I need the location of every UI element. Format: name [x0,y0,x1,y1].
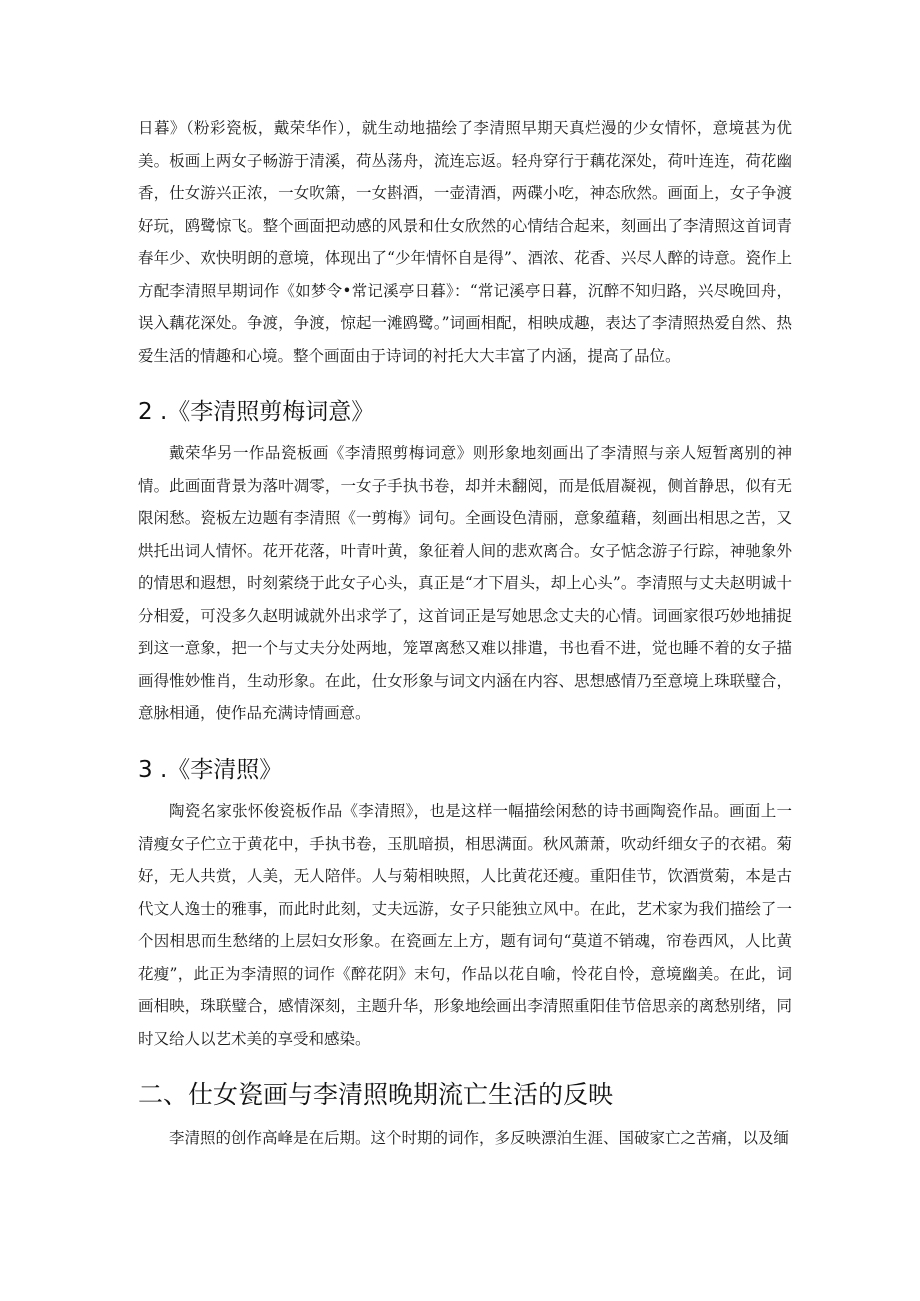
paragraph-jianmei: 戴荣华另一作品瓷板画《李清照剪梅词意》则形象地刻画出了李清照与亲人短暂离别的神情。此画面背景为落叶凋零，一女子手执书卷，却并未翻阅，而是低眉凝视，侧首静思，似有无限闲愁。瓷板左边题有李清照《一剪梅》词句。全画设色清丽，意象蕴藉，刻画出相思之苦，又烘托出词人情怀。花开花落，叶青叶黄，象征着人间的悲欢离合。女子惦念游子行踪，神驰象外的情思和遐想，时刻萦绕于此女子心头，真正是“才下眉头，却上心头”。李清照与丈夫赵明诚十分相爱，可没多久赵明诚就外出求学了，这首词正是写她思念丈夫的心情。词画家很巧妙地捕捉到这一意象，把一个与丈夫分处两地，笼罩离愁又难以排遣，书也看不进，觉也睡不着的女子描画得惟妙惟肖，生动形象。在此，仕女形象与词文内涵在内容、思想感情乃至意境上珠联璧合，意脉相通，使作品充满诗情画意。 [138,444,792,722]
section-heading-2: 2 .《李清照剪梅词意》 [138,399,375,425]
paragraph-later-period: 李清照的创作高峰是在后期。这个时期的词作，多反映漂泊生涯、国破家亡之苦痛，以及缅 [169,1129,790,1147]
paragraph-ruyimeng: 日暮》（粉彩瓷板，戴荣华作），就生动地描绘了李清照早期天真烂漫的少女情怀，意境甚为优美。板画上两女子畅游于清溪，荷丛荡舟，流连忘返。轻舟穿行于藕花深处，荷叶连连，荷花幽香，仕女游兴正浓，一女吹箫，一女斟酒，一壶清酒，两碟小吃，神态欣然。画面上，女子争渡好玩，鸥鹭惊飞。整个画面把动感的风景和仕女欣然的心情结合起来，刻画出了李清照这首词青春年少、欢快明朗的意境，体现出了“少年情怀自是得”、酒浓、花香、兴尽人醉的诗意。瓷作上方配李清照早期词作《如梦令•常记溪亭日暮》：“常记溪亭日暮，沉醉不知归路，兴尽晚回舟，误入藕花深处。争渡，争渡，惊起一滩鸥鹭。”词画相配，相映成趣，表达了李清照热爱自然、热爱生活的情趣和心境。整个画面由于诗词的衬托大大丰富了内涵，提高了品位。 [138,119,792,365]
paragraph-liqingzhao: 陶瓷名家张怀俊瓷板作品《李清照》，也是这样一幅描绘闲愁的诗书画陶瓷作品。画面上一清瘦女子伫立于黄花中，手执书卷，玉肌暗损，相思满面。秋风萧萧，吹动纤细女子的衣裙。菊好，无人共赏，人美，无人陪伴。人与菊相映照，人比黄花还瘦。重阳佳节，饮酒赏菊，本是古代文人逸士的雅事，而此时此刻，丈夫远游，女子只能独立风中。在此，艺术家为我们描绘了一个因相思而生愁绪的上层妇女形象。在瓷画左上方，题有词句“莫道不销魂，帘卷西风，人比黄花瘦”，此正为李清照的词作《醉花阴》末句，作品以花自喻，怜花自怜，意境幽美。在此，词画相映，珠联璧合，感情深刻，主题升华，形象地绘画出李清照重阳佳节倍思亲的离愁别绪，同时又给人以艺术美的享受和感染。 [138,802,792,1048]
section-heading-3: 3 .《李清照》 [138,757,283,783]
chapter-heading-2: 二、仕女瓷画与李清照晚期流亡生活的反映 [138,1080,614,1109]
